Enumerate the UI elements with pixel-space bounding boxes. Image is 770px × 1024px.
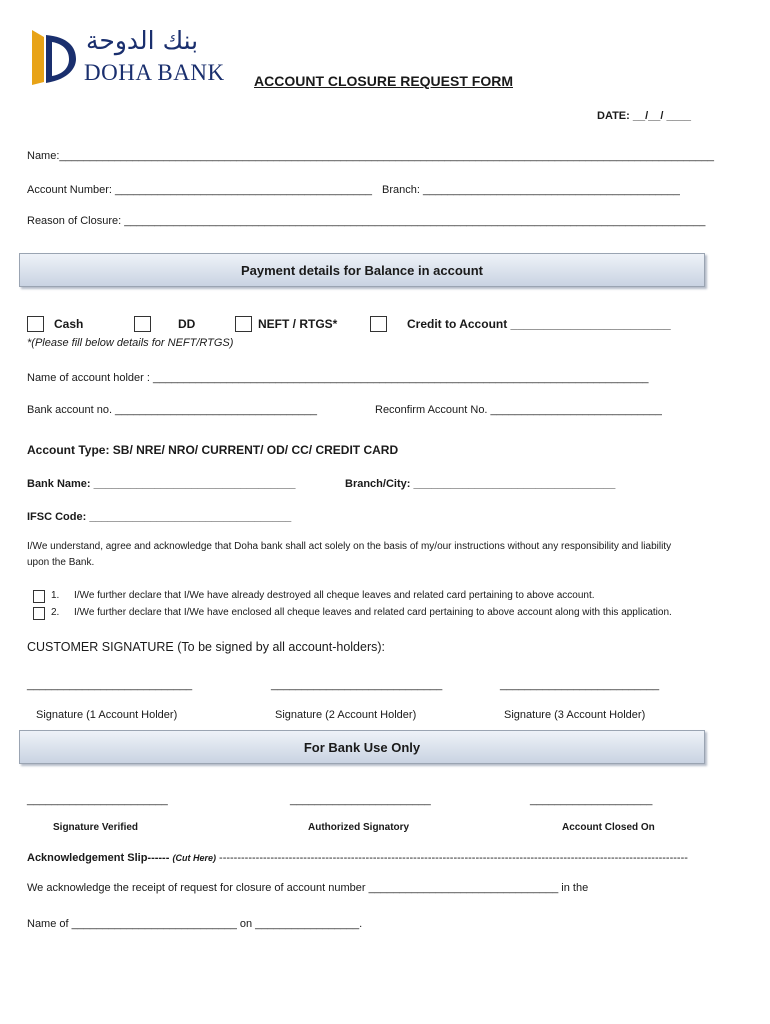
authorized-signatory-label: Authorized Signatory — [308, 822, 410, 833]
cut-here-label: (Cut Here) — [172, 853, 216, 863]
branch-field[interactable]: Branch: __________________________________________ — [382, 184, 680, 196]
dd-label: DD — [178, 317, 196, 331]
signature-line-2[interactable]: ____________________________ — [271, 679, 443, 691]
signature-verified-label: Signature Verified — [53, 822, 139, 833]
cash-label: Cash — [54, 317, 84, 331]
neft-rtgs-label: NEFT / RTGS* — [258, 317, 338, 331]
declaration-2-number: 2. — [51, 607, 60, 618]
authorized-signatory-line[interactable]: _______________________ — [290, 794, 431, 806]
date-field[interactable]: DATE: __/__/ ____ — [597, 110, 691, 122]
ifsc-field[interactable]: IFSC Code: _________________________________ — [27, 511, 292, 523]
signature-label-2: Signature (2 Account Holder) — [275, 709, 417, 721]
declaration-1-checkbox[interactable] — [33, 590, 45, 603]
bank-name-field[interactable]: Bank Name: _________________________________ — [27, 478, 296, 490]
logo-arabic-text: بنك الدوحة — [86, 26, 199, 55]
declaration-text-line2: upon the Bank. — [27, 557, 95, 568]
signature-label-3: Signature (3 Account Holder) — [504, 709, 646, 721]
declaration-2-checkbox[interactable] — [33, 607, 45, 620]
customer-signature-heading: CUSTOMER SIGNATURE (To be signed by all account-holders): — [27, 640, 385, 654]
credit-to-account-label[interactable]: Credit to Account ________________________ — [407, 317, 671, 331]
bank-use-section-header — [19, 730, 705, 764]
acknowledgement-label: Acknowledgement Slip------ — [27, 852, 170, 864]
payment-section-header — [19, 253, 705, 287]
account-number-field[interactable]: Account Number: __________________________________________ — [27, 184, 372, 196]
form-title: ACCOUNT CLOSURE REQUEST FORM — [254, 73, 513, 89]
reason-field[interactable]: Reason of Closure: _______________________________________________________________________________________________ — [27, 215, 706, 227]
bank-account-field[interactable]: Bank account no. _________________________________ — [27, 404, 317, 416]
neft-rtgs-checkbox[interactable] — [235, 316, 252, 332]
payment-section-title: Payment details for Balance in account — [240, 262, 484, 278]
signature-label-1: Signature (1 Account Holder) — [36, 709, 178, 721]
signature-line-3[interactable]: __________________________ — [500, 679, 660, 691]
acknowledgement-text[interactable]: We acknowledge the receipt of request for closure of account number _______________________________ in the — [27, 882, 589, 894]
account-type-heading: Account Type: SB/ NRE/ NRO/ CURRENT/ OD/ CC/ CREDIT CARD — [27, 443, 399, 457]
neft-note: *(Please fill below details for NEFT/RTGS) — [27, 337, 234, 349]
account-closed-on-line[interactable]: ____________________ — [530, 794, 653, 806]
signature-line-1[interactable]: ___________________________ — [27, 679, 193, 691]
doha-bank-logo-icon — [30, 27, 80, 87]
reconfirm-account-field[interactable]: Reconfirm Account No. ____________________________ — [375, 404, 662, 416]
acknowledgement-name-line[interactable]: Name of ___________________________ on _________________. — [27, 918, 363, 930]
dd-checkbox[interactable] — [134, 316, 151, 332]
declaration-1-number: 1. — [51, 590, 60, 601]
cash-checkbox[interactable] — [27, 316, 44, 332]
declaration-1-text: I/We further declare that I/We have already destroyed all cheque leaves and related card pertaining to above account. — [74, 590, 595, 601]
signature-verified-line[interactable]: _______________________ — [27, 794, 168, 806]
account-holder-field[interactable]: Name of account holder : _________________________________________________________________________________ — [27, 372, 649, 384]
cut-line: -------------------------------------------------------------------------------------------------------------------------------- — [219, 852, 688, 864]
declaration-2-text: I/We further declare that I/We have enclosed all cheque leaves and related card pertaining to above account along with this application. — [74, 607, 672, 618]
credit-to-account-checkbox[interactable] — [370, 316, 387, 332]
account-closed-on-label: Account Closed On — [562, 822, 655, 833]
acknowledgement-slip-row — [27, 852, 707, 864]
bank-use-section-title: For Bank Use Only — [303, 739, 421, 755]
branch-city-field[interactable]: Branch/City: _________________________________ — [345, 478, 616, 490]
logo-english-text: DOHA BANK — [84, 60, 225, 85]
name-field[interactable]: Name:___________________________________________________________________________________________________________ — [27, 150, 714, 162]
declaration-text-line1: I/We understand, agree and acknowledge that Doha bank shall act solely on the basis of my/our instructions without any responsibility and liability — [27, 541, 672, 552]
